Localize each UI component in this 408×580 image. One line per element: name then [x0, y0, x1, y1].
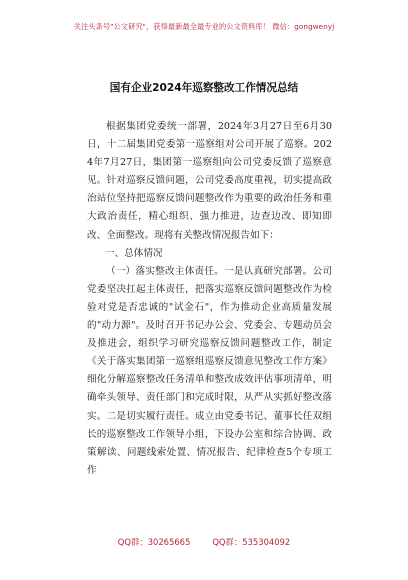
qq-group-1: QQ群：30265665	[117, 537, 191, 547]
section-heading-overview: 一、总体情况	[105, 247, 163, 259]
document-body	[87, 118, 332, 480]
qq-group-2: QQ群：535304092	[212, 537, 291, 547]
intro-paragraph: 根据集团党委统一部署，2024年3月27日至6月30日，十二届集团党委第一巡察组对公司开展了巡察。2024年7月27日，集团第一巡察组向公司党委反馈了巡察意见。针对巡察反馈问题，公司党委高度重视，切实提高政治站位坚持把巡察反馈问题整改作为重要的政治任务和重大政治责任，精心组织、强力推进，边查边改、即知即改、全面整改。现将有关整改情况报告如下：	[87, 121, 332, 241]
body-paragraph: （一）落实整改主体责任。一是认真研究部署。公司党委坚决扛起主体责任，把落实巡察反馈问题整改作为检验对党是否忠诚的"试金石"，作为推动企业高质量发展的"动力源"。及时召开书记办公会、党委会、专题动员会及推进会，组织学习研究巡察反馈问题整改工作，制定《关于落实集团第一巡察组巡察反馈意见整改工作方案》细化分解巡察整改任务清单和整改成效评估事项清单，明确牵头领导、责任部门和完成时限，从严从实抓好整改落实。二是切实履行责任。成立由党委书记、董事长任双组长的巡察整改工作领导小组，下设办公室和综合协调、政策解读、问题线索处置、情况报告、纪律检查5个专项工作	[87, 265, 332, 476]
footer-contacts	[0, 536, 408, 548]
promo-banner: 关注头条号"公文研究"，获得最新最全最专业的公文资料库！ 微信：gongwenyj	[73, 22, 335, 31]
document-title: 国有企业2024年巡察整改工作情况总结	[109, 82, 299, 94]
